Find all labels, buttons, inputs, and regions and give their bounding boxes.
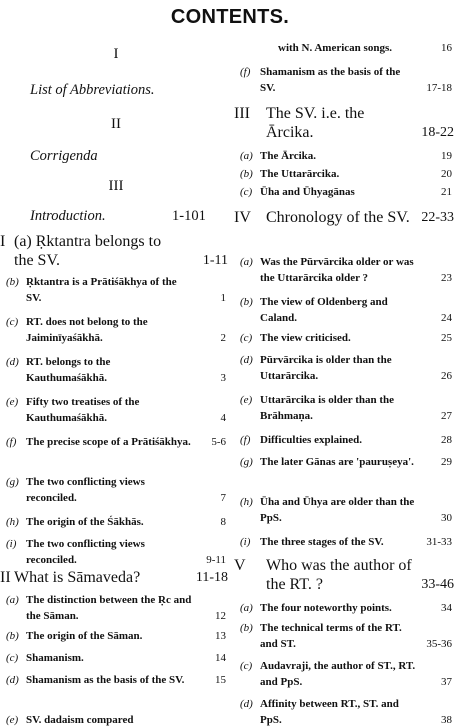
chapter-v bbox=[234, 556, 458, 594]
chapter-pages: 22-33 bbox=[421, 210, 454, 225]
chapter-number: III bbox=[234, 105, 250, 122]
list-item: (c) Shamanism. 14 bbox=[6, 652, 226, 664]
list-item: (e) SV. dadaism compared bbox=[6, 714, 134, 726]
list-item: (c) Ūha and Ūhyagānas 21 bbox=[240, 186, 452, 198]
list-item: (c) RT. does not belong to the Jaiminīyaśākhā. 2 bbox=[6, 316, 226, 344]
chapter-iv bbox=[234, 208, 458, 227]
chapter-i bbox=[0, 232, 232, 270]
list-item: (e) Fifty two treatises of the Kauthumaśākhā. 4 bbox=[6, 396, 226, 424]
list-item: (b) Ṛktantra is a Prātiśākhya of the SV. 1 bbox=[6, 276, 226, 304]
list-item: (h) The origin of the Śākhās. 8 bbox=[6, 516, 226, 528]
list-item: (h) Ūha and Ūhya are older than the PpS. 30 bbox=[240, 496, 452, 524]
chapter-number: II bbox=[0, 569, 11, 586]
list-item: (a) Was the Pūrvārcika older or was the Uttarārcika older ? 23 bbox=[240, 256, 452, 284]
chapter-title: Who was the author of the RT. ? bbox=[266, 557, 412, 593]
list-item: (f) Difficulties explained. 28 bbox=[240, 434, 452, 446]
list-item: (f) Shamanism as the basis of the SV. 17-18 bbox=[240, 66, 452, 94]
chapter-title: What is Sāmaveda? bbox=[14, 569, 141, 586]
list-item: (a) The four noteworthy points. 34 bbox=[240, 602, 452, 614]
chapter-title: The SV. i.e. the Ārcika. bbox=[266, 105, 365, 141]
list-item: (i) The three stages of the SV. 31-33 bbox=[240, 536, 452, 548]
list-item-continued: with N. American songs. 16 bbox=[278, 42, 452, 54]
list-item: (d) Affinity between RT., ST. and PpS. 38 bbox=[240, 698, 452, 726]
page-title: CONTENTS. bbox=[170, 6, 290, 28]
list-item: (b) The origin of the Sāman. 13 bbox=[6, 630, 226, 642]
list-item: (b) The Uttarārcika. 20 bbox=[240, 168, 452, 180]
list-item: (g) The later Gānas are 'pauruṣeya'. 29 bbox=[240, 456, 452, 468]
list-item: (a) The Ārcika. 19 bbox=[240, 150, 452, 162]
list-item: (d) Pūrvārcika is older than the Uttarārcika. 26 bbox=[240, 354, 452, 382]
chapter-pages: 18-22 bbox=[421, 125, 454, 140]
list-item: (g) The two conflicting views reconciled. 7 bbox=[6, 476, 226, 504]
list-item: (c) Audavraji, the author of ST., RT. and PpS. 37 bbox=[240, 660, 452, 688]
chapter-number: IV bbox=[234, 209, 251, 226]
introduction-entry bbox=[30, 208, 232, 225]
chapter-pages: 33-46 bbox=[421, 577, 454, 592]
chapter-iii bbox=[234, 104, 458, 142]
introduction-pages: 1-101 bbox=[172, 208, 206, 224]
corrigenda: Corrigenda bbox=[30, 148, 98, 164]
list-of-abbreviations: List of Abbreviations. bbox=[30, 82, 155, 98]
chapter-number: I bbox=[0, 233, 6, 250]
chapter-title: Chronology of the SV. bbox=[266, 209, 410, 226]
list-item: (b) The view of Oldenberg and Caland. 24 bbox=[240, 296, 452, 324]
part-iii-heading: III bbox=[108, 178, 124, 194]
chapter-pages: 11-18 bbox=[195, 570, 228, 585]
introduction-text: Introduction. bbox=[30, 208, 106, 224]
list-item: (d) Shamanism as the basis of the SV. 15 bbox=[6, 674, 226, 686]
list-item: (d) RT. belongs to the Kauthumaśākhā. 3 bbox=[6, 356, 226, 384]
list-item: (c) The view criticised. 25 bbox=[240, 332, 452, 344]
chapter-title: (a) Ṛktantra belongs to the SV. bbox=[14, 233, 162, 269]
list-item: (a) The distinction between the Ṛc and the Sāman. 12 bbox=[6, 594, 226, 622]
chapter-ii bbox=[0, 568, 232, 587]
chapter-number: V bbox=[234, 557, 246, 574]
chapter-pages: 1-11 bbox=[202, 253, 228, 268]
part-i-heading: I bbox=[113, 46, 119, 62]
list-item: (b) The technical terms of the RT. and ST. 35-36 bbox=[240, 622, 452, 650]
list-item: (e) Uttarārcika is older than the Brāhmaṇa. 27 bbox=[240, 394, 452, 422]
list-item: (i) The two conflicting views reconciled. 9-11 bbox=[6, 538, 226, 566]
part-ii-heading: II bbox=[111, 116, 121, 132]
list-item: (f) The precise scope of a Prātiśākhya. 5-6 bbox=[6, 436, 226, 448]
